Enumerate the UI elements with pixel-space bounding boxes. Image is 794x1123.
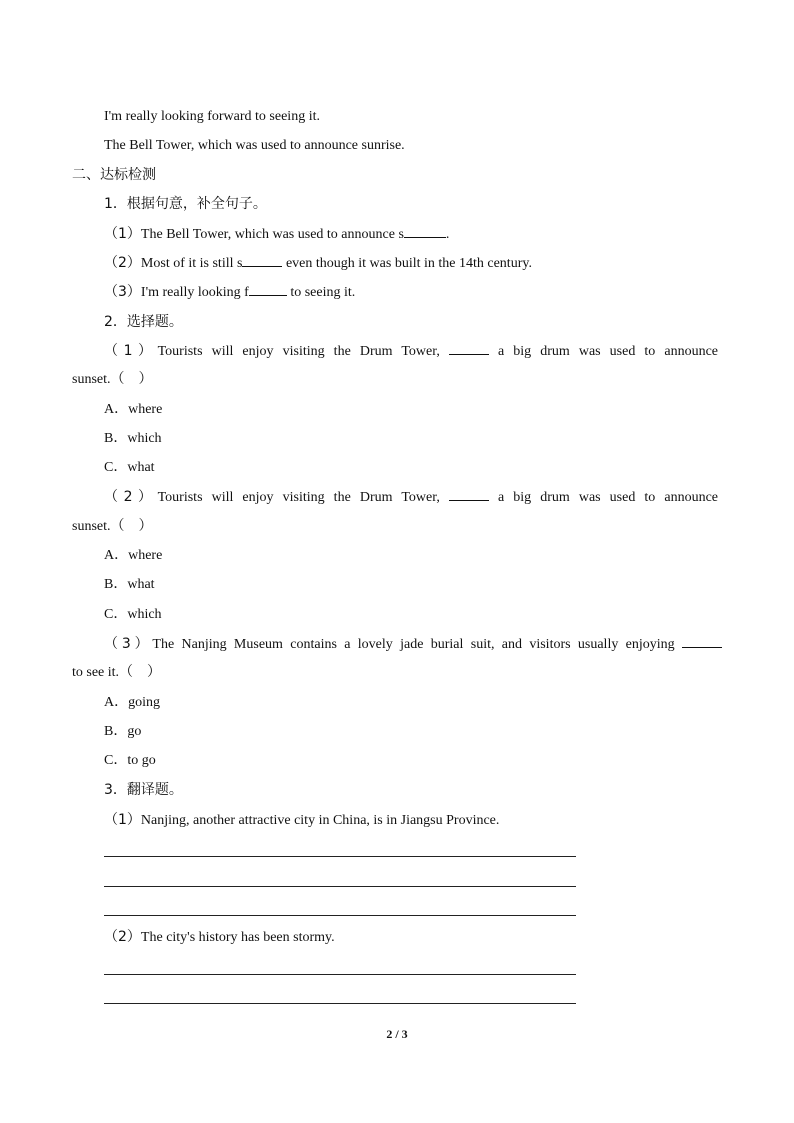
answer-blank[interactable] <box>449 488 489 501</box>
option-c[interactable]: C．which <box>104 607 162 622</box>
option-a[interactable]: A．where <box>104 548 163 563</box>
item-text: The Nanjing Museum contains a lovely jade burial suit, and visitors usually enjoying <box>152 637 675 652</box>
item-text: The city's history has been stormy. <box>140 930 335 945</box>
question-1-title: 1．根据句意，补全句子。 <box>104 196 267 212</box>
question-3-title: 3．翻译题。 <box>104 782 183 798</box>
item-number: （2） <box>104 255 141 271</box>
question-2-item-2-line-1 <box>104 488 718 507</box>
item-text: I'm really looking f <box>140 285 249 300</box>
question-2-item-1-line-2: sunset.（ ） <box>72 372 153 387</box>
item-text-end: a big drum was used to announce <box>497 490 719 505</box>
answer-line[interactable] <box>104 1003 576 1004</box>
question-2-item-2-line-2: sunset.（ ） <box>72 519 153 534</box>
answer-blank[interactable] <box>249 283 287 296</box>
item-number: （3） <box>104 636 153 652</box>
option-b[interactable]: B．go <box>104 724 142 739</box>
answer-line[interactable] <box>104 974 576 975</box>
question-1-item-1 <box>104 225 449 244</box>
item-text: Most of it is still s <box>140 256 243 271</box>
answer-line[interactable] <box>104 856 576 857</box>
item-number: （1） <box>104 812 141 828</box>
question-3-item-1 <box>104 811 499 830</box>
answer-line[interactable] <box>104 886 576 887</box>
question-2-item-1-line-1 <box>104 342 718 361</box>
question-2-item-3-line-2: to see it.（ ） <box>72 665 162 680</box>
item-text-end: to seeing it. <box>286 285 356 300</box>
option-c[interactable]: C．to go <box>104 753 156 768</box>
item-text: Tourists will enjoy visiting the Drum Tower, <box>157 344 440 359</box>
option-b[interactable]: B．which <box>104 431 162 446</box>
answer-blank[interactable] <box>682 635 722 648</box>
item-number: （1） <box>104 226 141 242</box>
answer-blank[interactable] <box>449 342 489 355</box>
answer-line[interactable] <box>104 915 576 916</box>
intro-line-1: I'm really looking forward to seeing it. <box>104 109 320 124</box>
option-c[interactable]: C．what <box>104 460 155 475</box>
item-text-end: . <box>445 227 450 242</box>
item-text: Tourists will enjoy visiting the Drum Tower, <box>157 490 440 505</box>
item-text: The Bell Tower, which was used to announce s <box>140 227 404 242</box>
answer-blank[interactable] <box>242 254 282 267</box>
page-number: 2 / 3 <box>386 1027 408 1041</box>
item-number: （2） <box>104 489 158 505</box>
item-text-end: a big drum was used to announce <box>497 344 719 359</box>
item-number: （1） <box>104 343 158 359</box>
question-3-item-2 <box>104 928 335 947</box>
question-2-title: 2．选择题。 <box>104 314 183 330</box>
item-number: （2） <box>104 929 141 945</box>
question-1-item-3 <box>104 283 355 302</box>
answer-blank[interactable] <box>404 225 446 238</box>
item-text: Nanjing, another attractive city in China, is in Jiangsu Province. <box>140 813 500 828</box>
option-b[interactable]: B．what <box>104 577 155 592</box>
intro-line-2: The Bell Tower, which was used to announce sunrise. <box>104 138 405 153</box>
option-a[interactable]: A．where <box>104 402 163 417</box>
item-number: （3） <box>104 284 141 300</box>
item-text-end: even though it was built in the 14th century. <box>282 256 532 271</box>
question-2-item-3-line-1 <box>104 635 722 654</box>
question-1-item-2 <box>104 254 532 273</box>
option-a[interactable]: A．going <box>104 695 160 710</box>
section-title: 二、达标检测 <box>72 167 156 183</box>
